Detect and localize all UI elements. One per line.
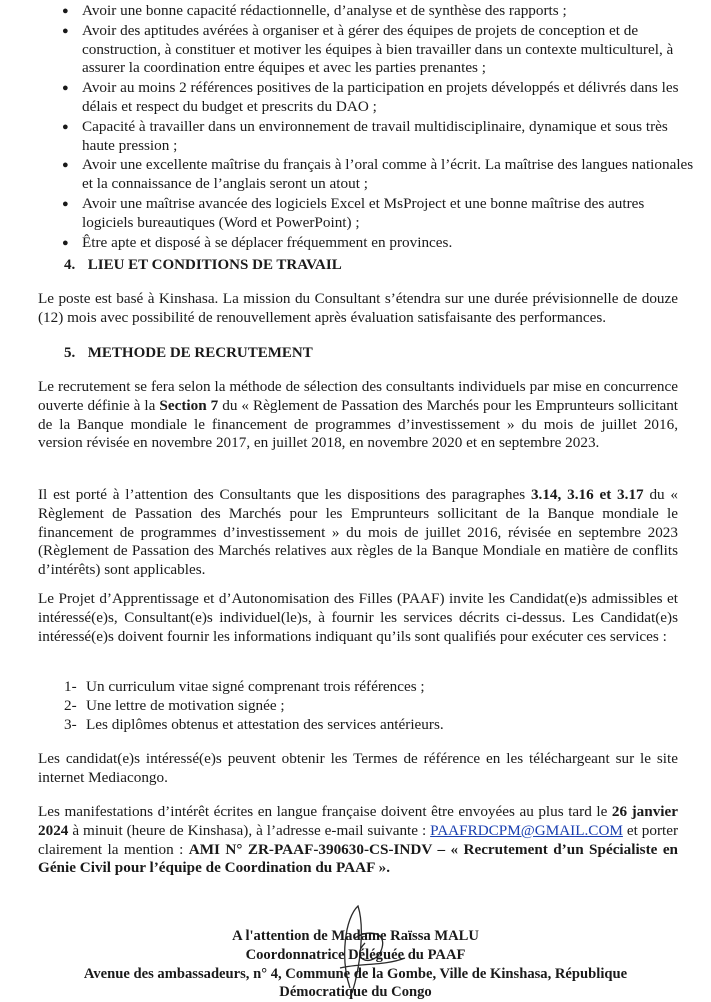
list-item: 1- Un curriculum vitae signé comprenant trois références ;	[64, 678, 425, 695]
country-line: Démocratique du Congo	[279, 984, 432, 1000]
bullet-icon: ●	[62, 82, 69, 95]
documents-list	[64, 678, 444, 734]
invitation-paragraph: Le Projet d’Apprentissage et d’Autonomisation des Filles (PAAF) invite les Candidat(e)s admissibles et intéressé(e)s, Consultant(e)s individuel(le)s, à fournir les services décrits ci-dessus. Les Candidat(e)s intéressé(e)s doivent fournir les informations indiquant qu’ils sont qualifiés pour exécuter ces services :	[38, 590, 678, 645]
attention-line: A l'attention de Madame Raïssa MALU	[232, 928, 479, 944]
list-item: ● Avoir au moins 2 références positives de la participation en projets développés et délivrés dans les délais et respect du budget et prescrits du DAO ;	[62, 79, 679, 115]
list-item: ● Avoir une maîtrise avancée des logiciels Excel et MsProject et une bonne maîtrise des autres logiciels bureautiques (Word et PowerPoint) ;	[62, 194, 645, 231]
bullet-icon: ●	[62, 5, 69, 17]
list-item: ● Avoir des aptitudes avérées à organiser et à gérer des équipes de projets de conception et de construction, à constituer et motiver les équipes à bien travailler dans un contexte multiculturel, à assurer la coordination entre équipes et avec les parties prenantes ;	[62, 21, 674, 77]
requirements-list	[36, 2, 696, 253]
list-item: ● Avoir une bonne capacité rédactionnelle, d’analyse et de synthèse des rapports ;	[62, 2, 567, 19]
coordinator-title: Coordonnatrice Déléguée du PAAF	[245, 947, 466, 963]
bullet-icon: ●	[62, 24, 69, 37]
list-item: 3- Les diplômes obtenus et attestation des services antérieurs.	[64, 715, 444, 733]
section-4-body: Le poste est basé à Kinshasa. La mission du Consultant s’étendra sur une durée prévisionnelle de douze (12) mois avec possibilité de renouvellement après évaluation satisfaisante des performances.	[38, 290, 678, 326]
bullet-icon: ●	[62, 159, 69, 172]
address-line: Avenue des ambassadeurs, n° 4, Commune de la Gombe, Ville de Kinshasa, République	[83, 966, 628, 982]
list-item: 2- Une lettre de motivation signée ;	[64, 696, 285, 714]
provisions-paragraph: Il est porté à l’attention des Consultants que les dispositions des paragraphes 3.14, 3.16 et 3.17 du « Règlement de Passation des Marchés pour les Emprunteurs sollicitant de la Banque mondiale le financement de programmes d’investissement » du mois de juillet 2016, révisée en septembre 2023 (Règlement de Passation des Marchés relatives aux règles de la Banque Mondiale en matière de conflits d’intérêts) sont applicables.	[38, 486, 679, 579]
list-item: ● Avoir une excellente maîtrise du français à l’oral comme à l’écrit. La maîtrise des langues nationales et la connaissance de l’anglais seront un atout ;	[62, 156, 694, 193]
recruitment-paragraph: Le recrutement se fera selon la méthode de sélection des consultants individuels par mise en concurrence ouverte définie à la Section 7 du « Règlement de Passation des Marchés pour les Emprunteurs sollicitant de la Banque mondiale le financement de programmes d’investissement » du mois de juillet 2016, version révisée en novembre 2017, en juillet 2018, en novembre 2020 et en septembre 2023.	[38, 378, 679, 452]
bullet-icon: ●	[62, 236, 69, 249]
submission-paragraph: Les manifestations d’intérêt écrites en langue française doivent être envoyées au plus tard le 26 janvier 2024 à minuit (heure de Kinshasa), à l’adresse e-mail suivante : PAAFRDCPM@GMAIL.COM et porter clairement la mention : AMI N° ZR-PAAF-390630-CS-INDV – « Recrutement d’un Spécialiste en Génie Civil pour l’équipe de Coordination du PAAF ».	[38, 803, 679, 877]
terms-paragraph: Les candidat(e)s intéressé(e)s peuvent obtenir les Termes de référence en les téléchargeant sur le site internet Mediacongo.	[38, 750, 678, 786]
section-5-heading: 5. METHODE DE RECRUTEMENT	[64, 345, 313, 361]
bullet-icon: ●	[62, 120, 69, 133]
section-4-heading: 4. LIEU ET CONDITIONS DE TRAVAIL	[64, 257, 342, 273]
list-item: ● Être apte et disposé à se déplacer fréquemment en provinces.	[62, 233, 453, 251]
bullet-icon: ●	[62, 197, 69, 210]
list-item: ● Capacité à travailler dans un environnement de travail multidisciplinaire, dynamique et sous très haute pression ;	[62, 117, 668, 154]
email-link[interactable]: PAAFRDCPM@GMAIL.COM	[430, 821, 623, 839]
